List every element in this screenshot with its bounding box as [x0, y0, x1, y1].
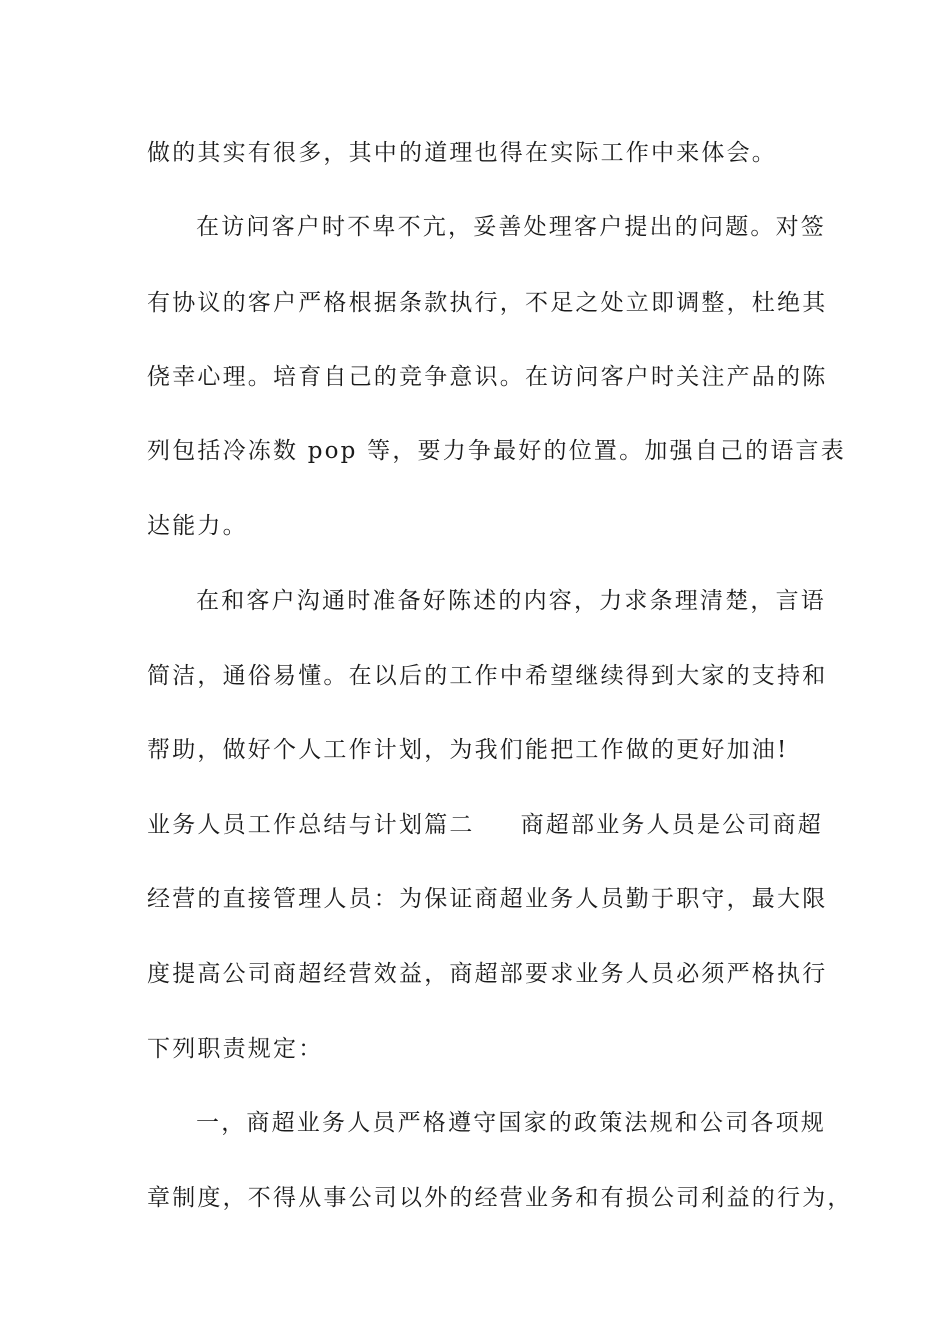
paragraph-line: 侥幸心理。培育自己的竞争意识。在访问客户时关注产品的陈 — [147, 364, 828, 390]
paragraph-line: 下列职责规定： — [147, 1036, 324, 1062]
paragraph-line: 帮助，做好个人工作计划，为我们能把工作做的更好加油! — [147, 737, 789, 763]
paragraph-line: 在和客户沟通时准备好陈述的内容，力求条理清楚，言语 — [196, 588, 826, 614]
paragraph-line: 列包括冷冻数 pop 等，要力争最好的位置。加强自己的语言表 — [147, 438, 846, 464]
paragraph-line: 经营的直接管理人员：为保证商超业务人员勤于职守，最大限 — [147, 886, 828, 912]
paragraph-line: 在访问客户时不卑不亢，妥善处理客户提出的问题。对签 — [196, 214, 826, 240]
paragraph-line: 度提高公司商超经营效益，商超部要求业务人员必须严格执行 — [147, 961, 828, 987]
paragraph-line: 一，商超业务人员严格遵守国家的政策法规和公司各项规 — [196, 1110, 826, 1136]
section-heading-line — [147, 810, 823, 840]
paragraph-line: 做的其实有很多，其中的道理也得在实际工作中来体会。 — [147, 140, 777, 166]
paragraph-line: 达能力。 — [147, 513, 248, 539]
paragraph-line: 简洁，通俗易懂。在以后的工作中希望继续得到大家的支持和 — [147, 663, 828, 689]
section-heading-followup: 商超部业务人员是公司商超 — [520, 812, 824, 838]
paragraph-line: 章制度，不得从事公司以外的经营业务和有损公司利益的行为， — [147, 1185, 853, 1211]
paragraph-line: 有协议的客户严格根据条款执行，不足之处立即调整，杜绝其 — [147, 290, 828, 316]
section-heading: 业务人员工作总结与计划篇二 — [147, 812, 475, 838]
